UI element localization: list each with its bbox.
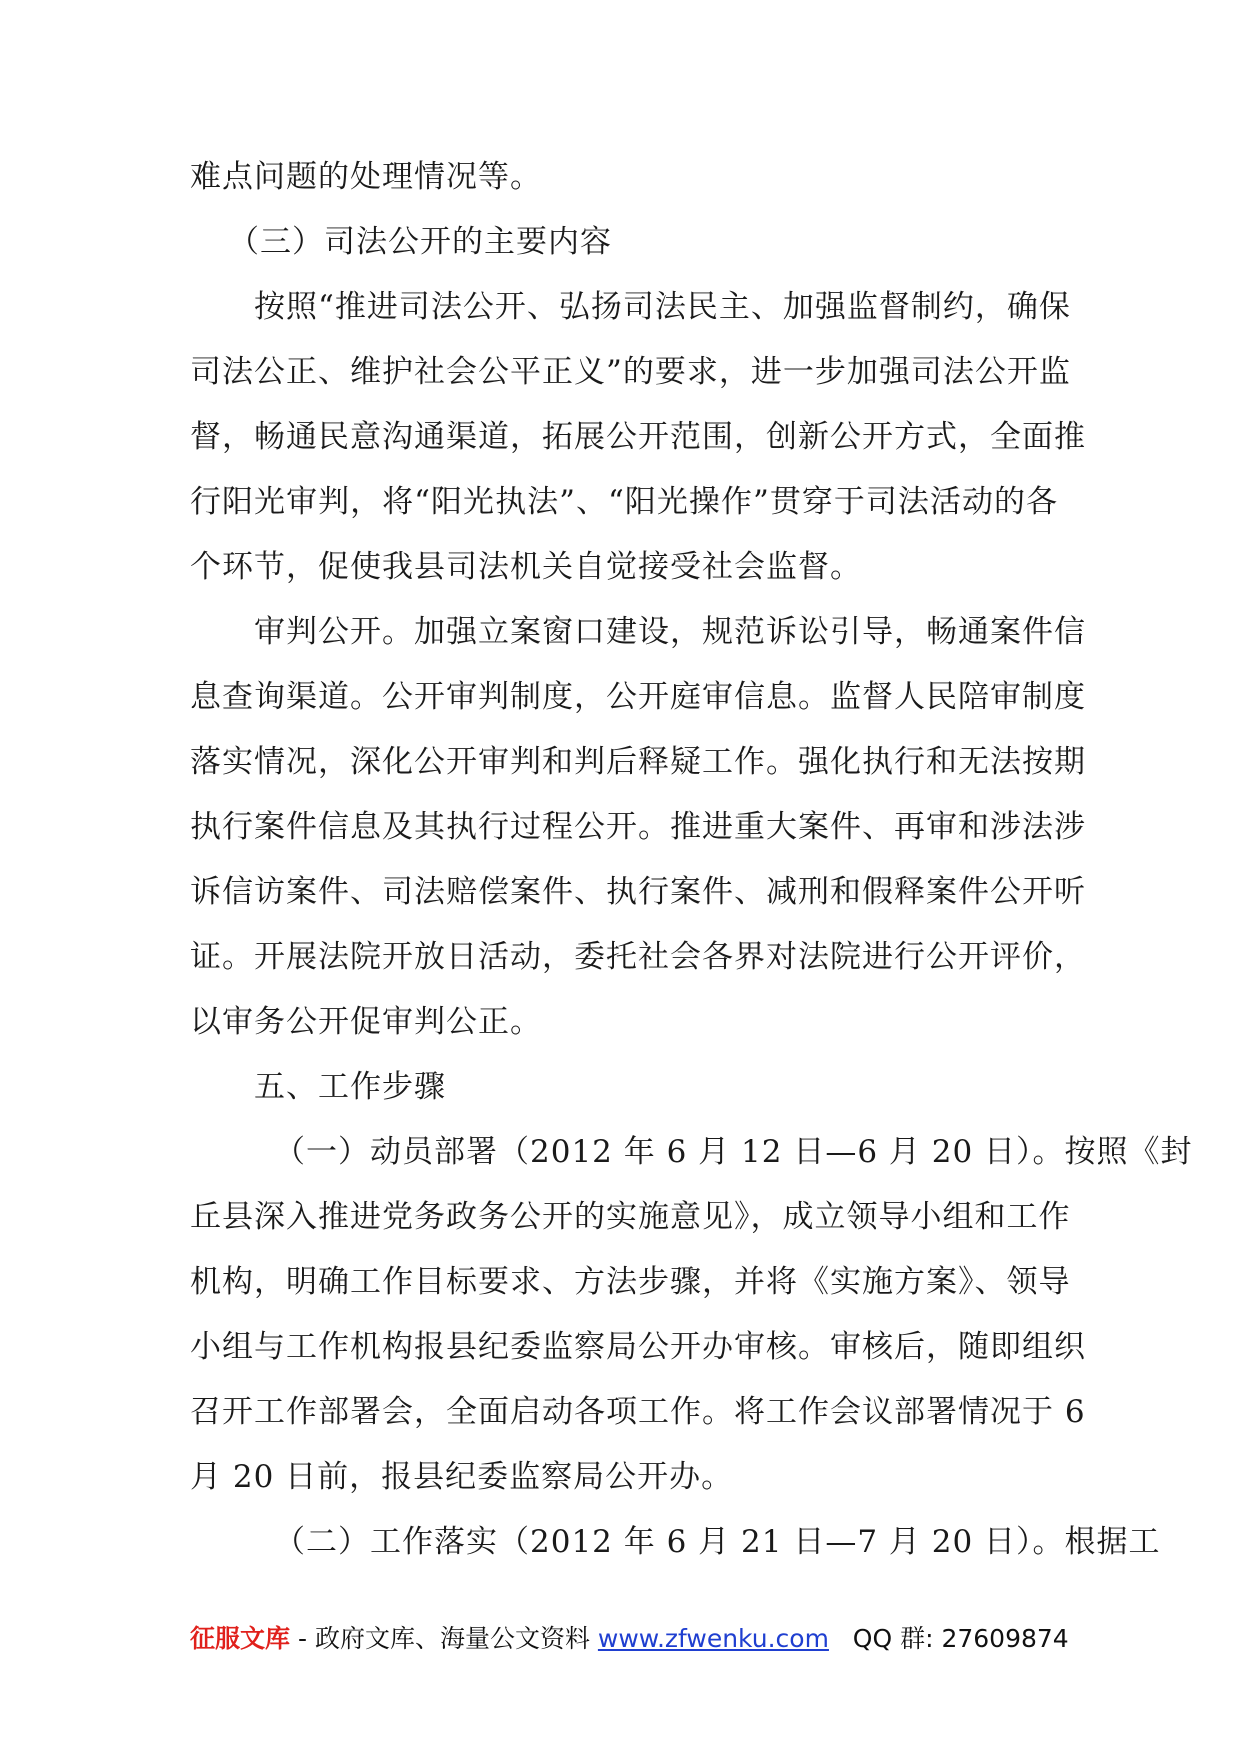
paragraph-line: 难点问题的处理情况等。 [190, 159, 542, 195]
footer-qq-group: QQ 群: 27609874 [852, 1624, 1069, 1653]
paragraph-line: 丘县深入推进党务政务公开的实施意见》，成立领导小组和工作 [190, 1199, 1071, 1235]
paragraph-line: 个环节，促使我县司法机关自觉接受社会监督。 [190, 549, 862, 585]
paragraph-line: 诉信访案件、司法赔偿案件、执行案件、减刑和假释案件公开听 [190, 874, 1086, 910]
paragraph-line: 证。开展法院开放日活动，委托社会各界对法院进行公开评价， [190, 939, 1086, 975]
footer-tagline: 政府文库、海量公文资料 [314, 1624, 590, 1653]
paragraph-line: 司法公正、维护社会公平正义”的要求，进一步加强司法公开监 [190, 354, 1071, 390]
paragraph-line: 审判公开。加强立案窗口建设，规范诉讼引导，畅通案件信 [254, 614, 1086, 650]
paragraph-line: （二）工作落实（2012 年 6 月 21 日—7 月 20 日）。根据工 [274, 1524, 1161, 1560]
paragraph-line: 机构，明确工作目标要求、方法步骤，并将《实施方案》、领导 [190, 1264, 1071, 1300]
paragraph-line: 落实情况，深化公开审判和判后释疑工作。强化执行和无法按期 [190, 744, 1086, 780]
footer-separator: - [290, 1624, 315, 1653]
paragraph-line: 执行案件信息及其执行过程公开。推进重大案件、再审和涉法涉 [190, 809, 1086, 845]
document-body [190, 145, 1193, 1575]
paragraph-line: （一）动员部署（2012 年 6 月 12 日—6 月 20 日）。按照《封 [274, 1134, 1193, 1170]
footer-url-link[interactable]: www.zfwenku.com [597, 1624, 829, 1653]
paragraph-line: 行阳光审判，将“阳光执法”、“阳光操作”贯穿于司法活动的各 [190, 484, 1058, 520]
paragraph-line: 以审务公开促审判公正。 [190, 1004, 542, 1040]
paragraph-line: 小组与工作机构报县纪委监察局公开办审核。审核后，随即组织 [190, 1329, 1086, 1365]
paragraph-line: 月 20 日前，报县纪委监察局公开办。 [190, 1459, 734, 1495]
paragraph-line: 按照“推进司法公开、弘扬司法民主、加强监督制约，确保 [254, 289, 1071, 325]
section-heading: 五、工作步骤 [254, 1069, 446, 1105]
footer-brand: 征服文库 [190, 1624, 291, 1653]
paragraph-line: 督，畅通民意沟通渠道，拓展公开范围，创新公开方式，全面推 [190, 419, 1086, 455]
footer-banner [190, 1619, 1069, 1659]
section-heading: （三）司法公开的主要内容 [228, 224, 612, 260]
paragraph-line: 召开工作部署会，全面启动各项工作。将工作会议部署情况于 6 [190, 1394, 1086, 1430]
paragraph-line: 息查询渠道。公开审判制度，公开庭审信息。监督人民陪审制度 [190, 679, 1086, 715]
